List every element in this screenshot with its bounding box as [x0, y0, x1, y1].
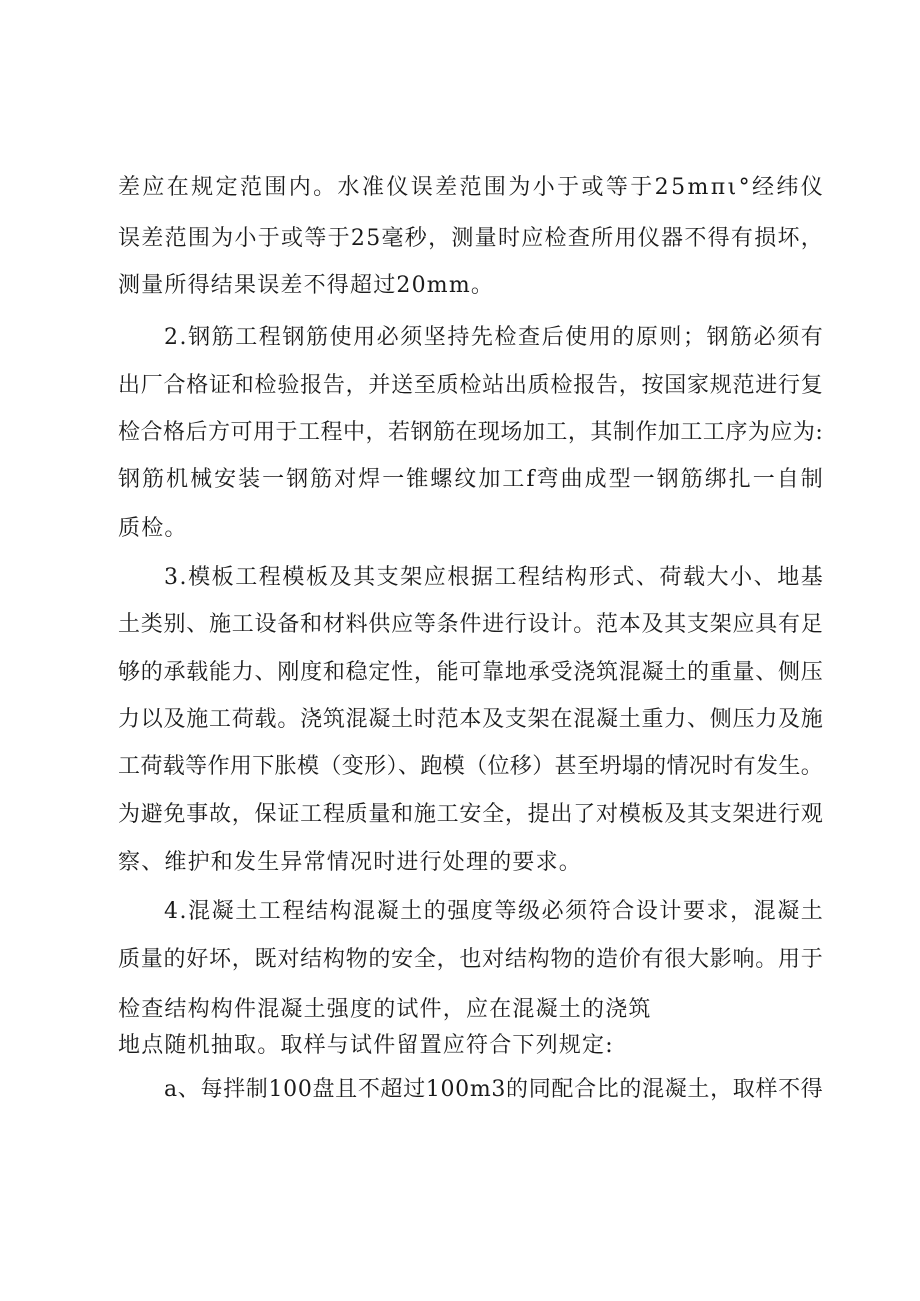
text-line: 力以及施工荷载。浇筑混凝土时范本及支架在混凝土重力、侧压力及施: [118, 707, 824, 732]
text-line: 钢筋机械安装一钢筋对焊一锥螺纹加工f弯曲成型一钢筋绑扎一自制: [118, 467, 825, 492]
text-line: 质量的好坏，既对结构物的安全，也对结构物的造价有很大影响。用于: [118, 947, 824, 972]
text-line: 差应在规定范围内。水准仪误差范围为小于或等于25mπι°经纬仪: [118, 175, 826, 200]
text-line: a、每拌制100盘且不超过100m3的同配合比的混凝土，取样不得: [164, 1077, 824, 1102]
text-line: 2.钢筋工程钢筋使用必须坚持先检查后使用的原则；钢筋必须有: [164, 325, 825, 350]
text-line: 检合格后方可用于工程中，若钢筋在现场加工，其制作加工工序为应为:: [118, 420, 824, 445]
text-line: 测量所得结果误差不得超过20mm。: [118, 273, 495, 298]
text-line: 质检。: [118, 516, 188, 541]
text-line: 工荷载等作用下胀模（变形）、跑模（位移）甚至坍塌的情况时有发生。: [118, 754, 824, 779]
text-line: 土类别、施工设备和材料供应等条件进行设计。范本及其支架应具有足: [118, 612, 824, 637]
text-line: 误差范围为小于或等于25毫秒，测量时应检查所用仪器不得有损坏，: [118, 226, 825, 251]
text-line: 4.混凝土工程结构混凝土的强度等级必须符合设计要求，混凝土: [164, 899, 825, 924]
text-line: 够的承载能力、刚度和稳定性，能可靠地承受浇筑混凝土的重量、侧压: [118, 660, 824, 685]
text-line: 3.模板工程模板及其支架应根据工程结构形式、荷载大小、地基: [164, 565, 825, 590]
text-line: 地点随机抽取。取样与试件留置应符合下列规定:: [118, 1033, 614, 1058]
text-line: 为避免事故，保证工程质量和施工安全，提出了对模板及其支架进行观: [118, 802, 824, 827]
text-line: 检查结构构件混凝土强度的试件，应在混凝土的浇筑: [118, 997, 652, 1022]
text-line: 察、维护和发生异常情况时进行处理的要求。: [118, 850, 583, 875]
text-line: 出厂合格证和检验报告，并送至质检站出质检报告，按国家规范进行复: [118, 373, 824, 398]
